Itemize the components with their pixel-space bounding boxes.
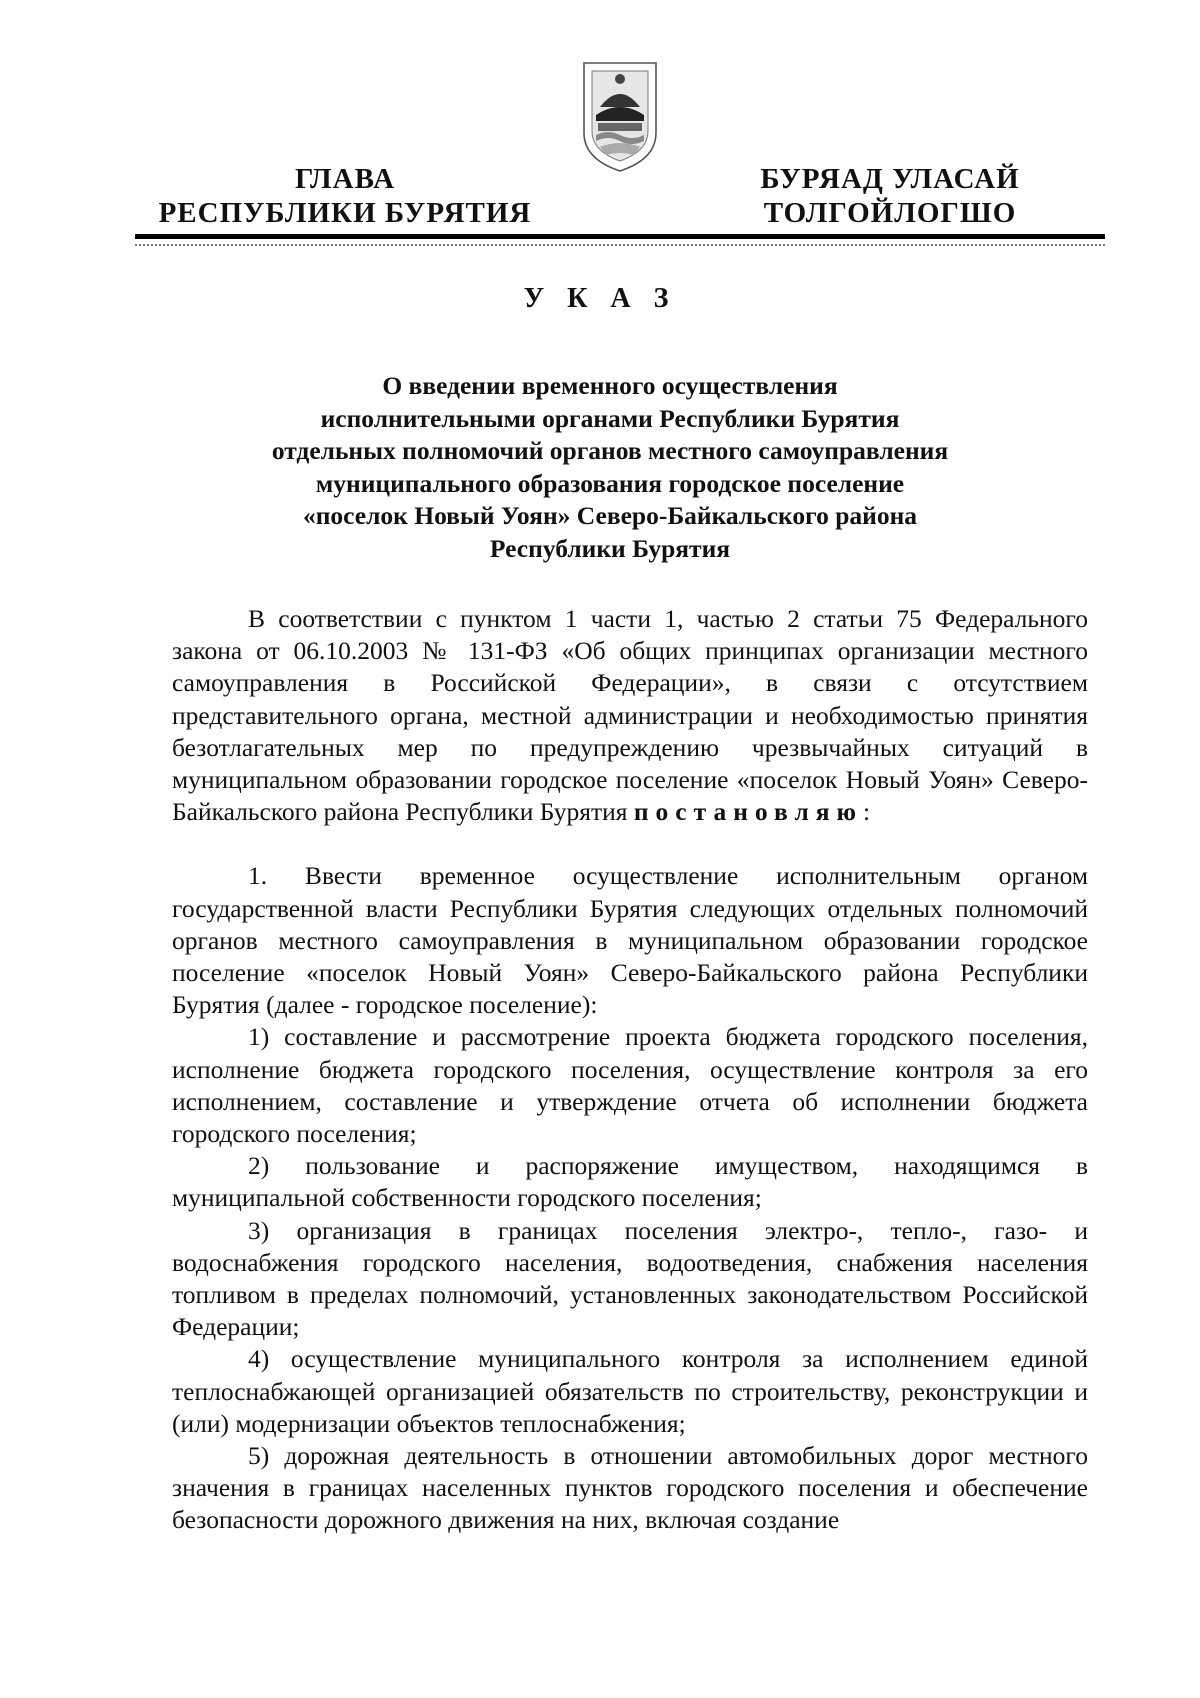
header-right-line1: БУРЯАД УЛАСАЙ (760, 163, 1020, 195)
document-title (160, 370, 1060, 565)
header-divider-thick (135, 234, 1105, 239)
decree-item: 4) осуществление муниципального контроля за исполнением единой теплоснабжающей организацией обязательств по строительству, реконструкции и (или) модернизации объектов теплоснабжения; (172, 1344, 1088, 1438)
header-left (150, 162, 540, 230)
document-type-heading: У К А З (523, 283, 677, 314)
document-body (172, 603, 1088, 1537)
header-divider-thin (135, 244, 1105, 246)
preamble-colon: : (863, 797, 871, 827)
preamble-text: В соответствии с пунктом 1 части 1, частью 2 статьи 75 Федерального закона от 06.10.2003 № 131-ФЗ «Об общих принципах организации местного самоуправления в Российской Федерации», в связи с отсутствием представительного органа, местной администрации и необходимостью принятия безотлагательных мер по предупреждению чрезвычайных ситуаций в муниципальном образовании городское поселение «поселок Новый Уоян» Северо-Байкальского района Республики Бурятия (172, 604, 1088, 827)
title-line: Республики Бурятия (489, 533, 731, 563)
decree-item: 2) пользование и распоряжение имуществом, находящимся в муниципальной собственности городского поселения; (172, 1151, 1088, 1213)
coat-of-arms-emblem (578, 55, 662, 175)
preamble-decree-word: постановляю (633, 797, 864, 827)
header-left-line2: РЕСПУБЛИКИ БУРЯТИЯ (158, 197, 532, 229)
title-line: муниципального образования городское поселение (315, 468, 905, 498)
preamble-paragraph (172, 603, 1088, 828)
title-line: отдельных полномочий органов местного самоуправления (271, 436, 949, 465)
title-line: «поселок Новый Уоян» Северо-Байкальского района (302, 501, 918, 530)
header-right (730, 162, 1050, 230)
decree-item: 3) организация в границах поселения электро-, тепло-, газо- и водоснабжения городского населения, водоотведения, снабжения населения топливом в пределах полномочий, установленных законодательством Российской Федерации; (172, 1215, 1088, 1342)
title-line: исполнительными органами Республики Бурятия (320, 403, 900, 433)
title-line: О введении временного осуществления (382, 371, 838, 400)
header-left-line1: ГЛАВА (294, 163, 396, 195)
decree-item: 1) составление и рассмотрение проекта бюджета городского поселения, исполнение бюджета городского поселения, осуществление контроля за его исполнением, составление и утверждение отчета об исполнении бюджета городского поселения; (172, 1022, 1088, 1149)
decree-item: 5) дорожная деятельность в отношении автомобильных дорог местного значения в границах населенных пунктов городского поселения и обеспечение безопасности дорожного движения на них, включая создание (172, 1441, 1088, 1535)
header-right-line2: ТОЛГОЙЛОГШО (763, 197, 1017, 229)
decree-item: 1. Ввести временное осуществление исполнительным органом государственной власти Республики Бурятия следующих отдельных полномочий органов местного самоуправления в муниципальном образовании городское поселение «поселок Новый Уоян» Северо-Байкальского района Республики Бурятия (далее - городское поселение): (172, 861, 1088, 1020)
